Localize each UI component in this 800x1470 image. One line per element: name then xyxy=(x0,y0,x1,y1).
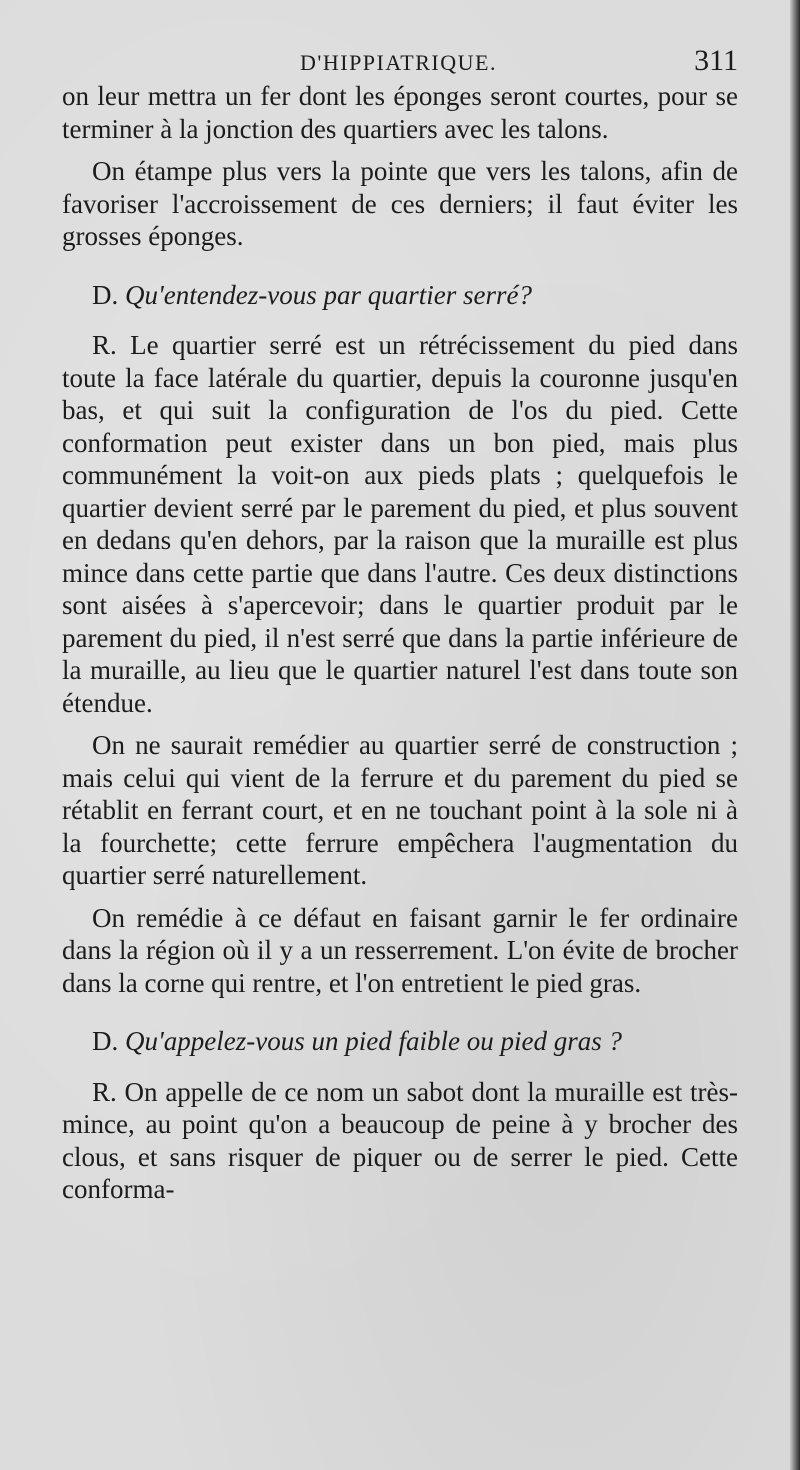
running-head: D'HIPPIATRIQUE. xyxy=(300,50,497,75)
answer-paragraph: On remédie à ce défaut en faisant garnir le fer ordinaire dans la région où il y a un resserrement. L'on évite de brocher dans la corne qui rentre, et l'on entretient le pied gras. xyxy=(62,902,738,998)
question-prefix: D. xyxy=(92,1026,119,1056)
question-prefix: D. xyxy=(92,279,119,310)
page-number: 311 xyxy=(694,44,738,77)
question-heading xyxy=(62,279,738,312)
page-edge-shadow xyxy=(790,0,800,1470)
answer-paragraph: On ne saurait remédier au quartier serré de construction ; mais celui qui vient de la ferrure et du parement du pied se rétablit en ferrant court, et en ne touchant point à la sole ni à la fourchette; cette ferrure empêchera l'augmentation du quartier serré naturellement. xyxy=(62,730,738,890)
page-header xyxy=(62,44,738,80)
paragraph: On étampe plus vers la pointe que vers les talons, afin de favoriser l'accroissement de ces derniers; il faut éviter les grosses éponges. xyxy=(62,156,738,251)
question-heading xyxy=(62,1025,738,1058)
answer-paragraph: R. On appelle de ce nom un sabot dont la muraille est très-mince, au point qu'on a beaucoup de peine à y brocher des clous, et sans risquer de piquer ou de serrer le pied. Cette conforma- xyxy=(62,1076,738,1204)
question-text: Qu'entendez-vous par quartier serré? xyxy=(125,279,532,310)
page-body xyxy=(62,80,738,1206)
question-text: Qu'appelez-vous un pied faible ou pied gras ? xyxy=(125,1026,622,1056)
answer-paragraph: R. Le quartier serré est un rétrécissement du pied dans toute la face latérale du quartier, depuis la couronne jusqu'en bas, et qui suit la configuration de l'os du pied. Cette conformation peut exister dans un bon pied, mais plus communément la voit-on aux pieds plats ; quelquefois le quartier devient serré par le parement du pied, et plus souvent en dedans qu'en dehors, par la raison que la muraille est plus mince dans cette partie que dans l'autre. Ces deux distinctions sont aisées à s'apercevoir; dans le quartier produit par le parement du pied, il n'est serré que dans la partie inférieure de la muraille, au lieu que le quartier naturel l'est dans toute son étendue. xyxy=(62,330,738,718)
paragraph: on leur mettra un fer dont les éponges seront courtes, pour se terminer à la jonction des quartiers avec les talons. xyxy=(62,81,738,144)
